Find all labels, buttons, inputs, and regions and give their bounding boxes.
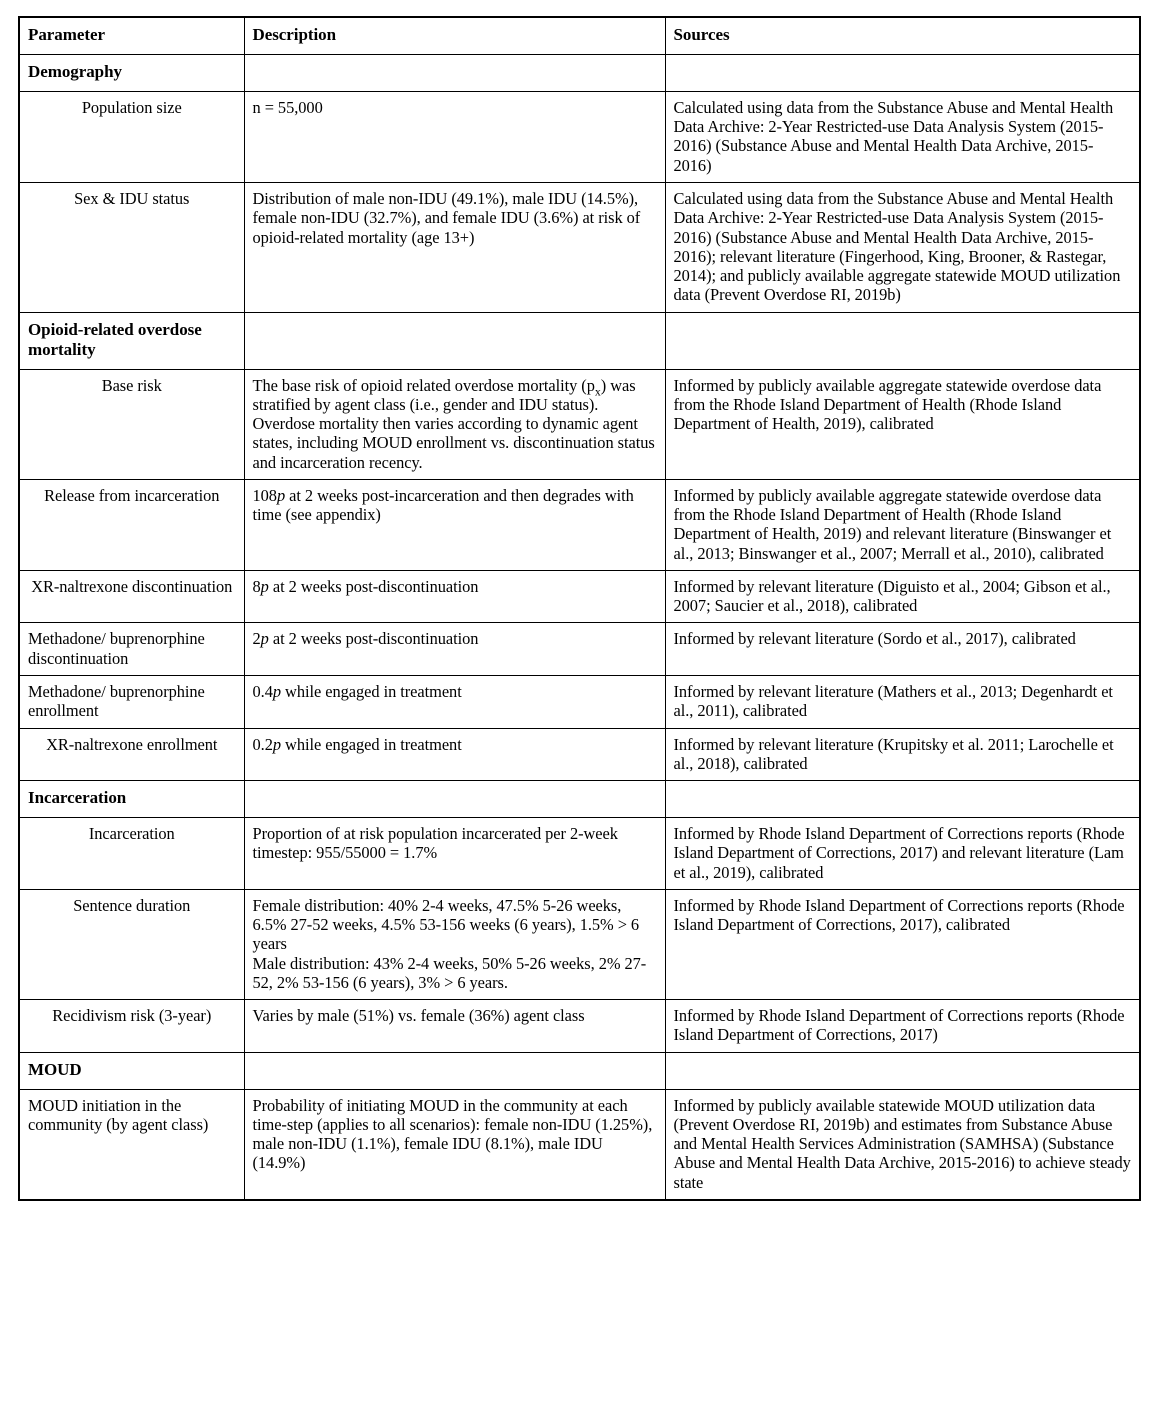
parameter-name-text: Release from incarceration xyxy=(44,485,220,505)
section-header-row xyxy=(19,54,1140,91)
parameter-name-text: Population size xyxy=(81,97,182,117)
parameter-name-text: Methadone/ buprenorphine discontinuation xyxy=(28,629,205,668)
parameter-description: Varies by male (51%) vs. female (36%) agent class xyxy=(244,1000,665,1053)
parameter-name xyxy=(19,91,244,182)
parameter-name-text: MOUD initiation in the community (by agent class) xyxy=(28,1095,209,1134)
section-title: Demography xyxy=(19,54,244,91)
section-title: Incarceration xyxy=(19,781,244,818)
column-header-sources: Sources xyxy=(665,17,1140,54)
parameter-description: 108p at 2 weeks post-incarceration and then degrades with time (see appendix) xyxy=(244,479,665,570)
table-body xyxy=(19,17,1140,1200)
parameter-sources: Informed by Rhode Island Department of Corrections reports (Rhode Island Department of Corrections, 2017) xyxy=(665,1000,1140,1053)
parameter-sources: Informed by relevant literature (Krupitsky et al. 2011; Larochelle et al., 2018), calibrated xyxy=(665,728,1140,781)
parameter-name xyxy=(19,1089,244,1200)
parameter-name xyxy=(19,183,244,313)
table-row xyxy=(19,623,1140,676)
parameter-sources: Informed by relevant literature (Sordo et al., 2017), calibrated xyxy=(665,623,1140,676)
table-row xyxy=(19,675,1140,728)
parameter-name xyxy=(19,369,244,479)
table-row xyxy=(19,183,1140,313)
section-description-blank xyxy=(244,54,665,91)
parameter-description: 2p at 2 weeks post-discontinuation xyxy=(244,623,665,676)
section-title: MOUD xyxy=(19,1052,244,1089)
parameter-name-text: XR-naltrexone discontinuation xyxy=(31,576,233,596)
parameter-name-text: Base risk xyxy=(101,375,162,395)
section-description-blank xyxy=(244,312,665,369)
parameter-sources: Informed by publicly available aggregate statewide overdose data from the Rhode Island Department of Health (Rhode Island Department of Health, 2019), calibrated xyxy=(665,369,1140,479)
section-header-row xyxy=(19,1052,1140,1089)
parameter-name-text: Sex & IDU status xyxy=(74,189,190,208)
parameter-sources: Informed by relevant literature (Mathers et al., 2013; Degenhardt et al., 2011), calibrated xyxy=(665,675,1140,728)
parameter-description: 0.2p while engaged in treatment xyxy=(244,728,665,781)
parameter-sources: Informed by Rhode Island Department of Corrections reports (Rhode Island Department of Corrections, 2017), calibrated xyxy=(665,889,1140,999)
parameter-name-text: Incarceration xyxy=(88,824,175,844)
table-row xyxy=(19,818,1140,890)
parameter-sources: Informed by Rhode Island Department of Corrections reports (Rhode Island Department of Corrections, 2017) and relevant literature (Lam et al., 2019), calibrated xyxy=(665,818,1140,890)
section-description-blank xyxy=(244,1052,665,1089)
section-sources-blank xyxy=(665,312,1140,369)
parameter-name-text: Recidivism risk (3-year) xyxy=(52,1006,212,1026)
parameter-description: The base risk of opioid related overdose mortality $(p_x)$ was stratified by agent class (i.e., gender and IDU status). Overdose mortality then varies according to dynamic agent states, including MOUD enrollment vs. discontinuation status and incarceration recency. xyxy=(244,369,665,479)
parameter-sources: Informed by publicly available aggregate statewide overdose data from the Rhode Island Department of Health (Rhode Island Department of Health, 2019) and relevant literature (Binswanger et al., 2013; Binswanger et al., 2007; Merrall et al., 2010), calibrated xyxy=(665,479,1140,570)
section-header-row xyxy=(19,781,1140,818)
parameter-description: 0.4p while engaged in treatment xyxy=(244,675,665,728)
parameter-name xyxy=(19,728,244,781)
column-header-description: Description xyxy=(244,17,665,54)
table-row xyxy=(19,728,1140,781)
parameter-description: Distribution of male non-IDU (49.1%), male IDU (14.5%), female non-IDU (32.7%), and female IDU (3.6%) at risk of opioid-related mortality (age 13+) xyxy=(244,183,665,313)
parameter-name-text: Sentence duration xyxy=(73,895,191,915)
table-header-row xyxy=(19,17,1140,54)
parameter-sources: Informed by publicly available statewide MOUD utilization data (Prevent Overdose RI, 2019b) and estimates from Substance Abuse and Mental Health Services Administration (SAMHSA) (Substance Abuse and Mental Health Data Archive, 2015-2016) to achieve steady state xyxy=(665,1089,1140,1200)
parameter-name xyxy=(19,570,244,623)
parameter-name xyxy=(19,889,244,999)
section-title: Opioid-related overdose mortality xyxy=(19,312,244,369)
section-sources-blank xyxy=(665,54,1140,91)
table-row xyxy=(19,1000,1140,1053)
table-row xyxy=(19,369,1140,479)
section-description-blank xyxy=(244,781,665,818)
column-header-parameter: Parameter xyxy=(19,17,244,54)
parameter-sources: Calculated using data from the Substance Abuse and Mental Health Data Archive: 2-Year Restricted-use Data Analysis System (2015-2016) (Substance Abuse and Mental Health Data Archive, 2015-2016); relevant literature (Fingerhood, King, Brooner, & Rastegar, 2014); and publicly available aggregate statewide MOUD utilization data (Prevent Overdose RI, 2019b) xyxy=(665,183,1140,313)
parameter-sources: Calculated using data from the Substance Abuse and Mental Health Data Archive: 2-Year Restricted-use Data Analysis System (2015-2016) (Substance Abuse and Mental Health Data Archive, 2015-2016) xyxy=(665,91,1140,182)
model-parameters-table xyxy=(18,16,1141,1201)
parameter-name-text: XR-naltrexone enrollment xyxy=(46,734,218,754)
parameter-description: Female distribution: 40% 2-4 weeks, 47.5% 5-26 weeks, 6.5% 27-52 weeks, 4.5% 53-156 weeks (6 years), 1.5% > 6 years Male distribution: 43% 2-4 weeks, 50% 5-26 weeks, 2% 27-52, 2% 53-156 (6 years), 3% > 6 years. xyxy=(244,889,665,999)
parameter-name xyxy=(19,623,244,676)
parameter-description: n = 55,000 xyxy=(244,91,665,182)
table-row xyxy=(19,570,1140,623)
parameter-description: Proportion of at risk population incarcerated per 2-week timestep: 955/55000 = 1.7% xyxy=(244,818,665,890)
table-row xyxy=(19,889,1140,999)
parameter-sources: Informed by relevant literature (Diguisto et al., 2004; Gibson et al., 2007; Saucier et al., 2018), calibrated xyxy=(665,570,1140,623)
parameter-description: 8p at 2 weeks post-discontinuation xyxy=(244,570,665,623)
parameter-name xyxy=(19,1000,244,1053)
parameter-name xyxy=(19,675,244,728)
section-header-row xyxy=(19,312,1140,369)
parameter-name xyxy=(19,479,244,570)
table-row xyxy=(19,91,1140,182)
parameter-name xyxy=(19,818,244,890)
table-row xyxy=(19,1089,1140,1200)
parameter-description: Probability of initiating MOUD in the community at each time-step (applies to all scenarios): female non-IDU (1.25%), male non-IDU (1.1%), female IDU (8.1%), male IDU (14.9%) xyxy=(244,1089,665,1200)
table-row xyxy=(19,479,1140,570)
section-sources-blank xyxy=(665,781,1140,818)
section-sources-blank xyxy=(665,1052,1140,1089)
parameter-name-text: Methadone/ buprenorphine enrollment xyxy=(28,681,205,721)
